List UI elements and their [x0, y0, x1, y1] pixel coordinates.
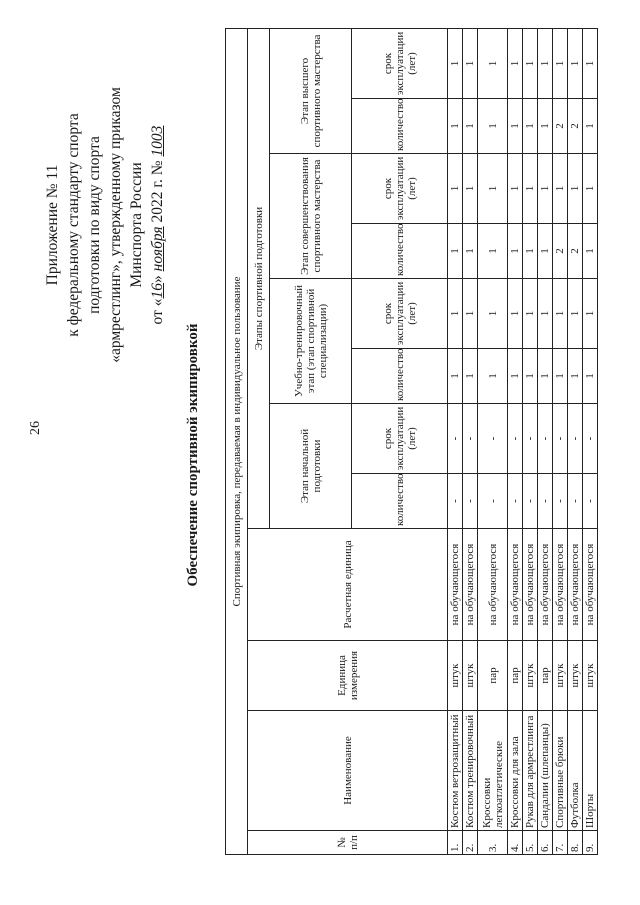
row-value: 2 — [553, 224, 568, 279]
row-value: 1 — [463, 154, 478, 224]
row-value: - — [448, 474, 463, 529]
date-prefix: от « — [149, 298, 166, 325]
row-value: 1 — [478, 154, 508, 224]
row-value: 1 — [463, 28, 478, 98]
table-row — [463, 28, 478, 854]
stage-header-2: Учебно-тренировочный этап (этап спортивной специализации) — [270, 279, 352, 404]
row-value: 1 — [448, 279, 463, 349]
row-value: 1 — [463, 224, 478, 279]
row-value: 1 — [508, 224, 523, 279]
row-value: 1 — [583, 154, 598, 224]
row-value: - — [538, 474, 553, 529]
appendix-date-line — [147, 25, 168, 425]
order-number: 1003 — [149, 125, 166, 157]
row-value: 1 — [553, 349, 568, 404]
row-value: 1 — [568, 28, 583, 98]
row-value: 1 — [478, 99, 508, 154]
row-name: Футболка — [568, 711, 583, 831]
row-value: 1 — [583, 28, 598, 98]
row-value: 1 — [538, 28, 553, 98]
table-row — [478, 28, 508, 854]
row-value: 1 — [478, 28, 508, 98]
row-unit: штук — [553, 641, 568, 711]
row-unit: штук — [568, 641, 583, 711]
row-value: 1 — [538, 349, 553, 404]
row-value: 1 — [508, 154, 523, 224]
row-value: - — [538, 404, 553, 474]
page-number: 26 — [28, 421, 43, 435]
row-name: Шорты — [583, 711, 598, 831]
row-value: - — [478, 474, 508, 529]
col-calc-header: Расчетная единица — [248, 529, 448, 641]
stage-header-3: Этап совершенствования спортивного мастерства — [270, 154, 352, 279]
row-value: 2 — [553, 99, 568, 154]
row-unit: пар — [508, 641, 523, 711]
row-value: 2 — [568, 99, 583, 154]
appendix-line-3: подготовки по виду спорта — [86, 136, 103, 314]
row-value: 1 — [583, 99, 598, 154]
row-value: 1 — [583, 224, 598, 279]
row-value: 1 — [523, 154, 538, 224]
row-no: 4. — [508, 831, 523, 855]
row-calc: на обучающегося — [538, 529, 553, 641]
row-value: - — [523, 404, 538, 474]
row-value: 1 — [523, 279, 538, 349]
table-row — [568, 28, 583, 854]
row-value: - — [508, 404, 523, 474]
row-value: - — [523, 474, 538, 529]
row-value: - — [478, 404, 508, 474]
row-name: Рукав для армрестлинга — [523, 711, 538, 831]
sub-qty-4: количество — [352, 99, 448, 154]
row-value: 1 — [463, 99, 478, 154]
row-calc: на обучающегося — [523, 529, 538, 641]
row-calc: на обучающегося — [463, 529, 478, 641]
row-value: - — [583, 404, 598, 474]
col-no-header: № п/п — [248, 831, 448, 855]
row-value: 1 — [478, 224, 508, 279]
row-calc: на обучающегося — [508, 529, 523, 641]
row-value: - — [553, 474, 568, 529]
row-value: 1 — [508, 349, 523, 404]
col-name-header: Наименование — [248, 711, 448, 831]
sub-qty-3: количество — [352, 224, 448, 279]
row-value: 1 — [448, 99, 463, 154]
table-caption: Спортивная экипировка, передаваемая в индивидуальное пользование — [226, 28, 248, 854]
row-name: Кроссовки для зала — [508, 711, 523, 831]
row-no: 2. — [463, 831, 478, 855]
row-value: - — [568, 404, 583, 474]
row-value: 1 — [448, 28, 463, 98]
sub-term-4: срок эксплуатации (лет) — [352, 28, 448, 98]
row-unit: штук — [523, 641, 538, 711]
row-unit: пар — [478, 641, 508, 711]
appendix-block — [42, 25, 168, 425]
row-value: 1 — [583, 349, 598, 404]
row-value: 1 — [568, 349, 583, 404]
row-value: 1 — [538, 154, 553, 224]
sub-term-1: срок эксплуатации (лет) — [352, 404, 448, 474]
date-mid: » — [149, 271, 166, 283]
row-value: 1 — [448, 349, 463, 404]
row-name: Кроссовки легкоатлетические — [478, 711, 508, 831]
row-unit: штук — [463, 641, 478, 711]
row-value: 1 — [448, 154, 463, 224]
row-value: 1 — [538, 99, 553, 154]
row-no: 9. — [583, 831, 598, 855]
row-value: 1 — [478, 279, 508, 349]
row-value: - — [448, 404, 463, 474]
sub-qty-2: количество — [352, 349, 448, 404]
row-name: Костюм тренировочный — [463, 711, 478, 831]
row-no: 3. — [478, 831, 508, 855]
row-value: 1 — [463, 279, 478, 349]
row-value: 1 — [538, 224, 553, 279]
sub-term-2: срок эксплуатации (лет) — [352, 279, 448, 349]
row-value: 1 — [523, 224, 538, 279]
table-row — [553, 28, 568, 854]
stages-header: Этапы спортивной подготовки — [248, 28, 270, 528]
row-value: 1 — [478, 349, 508, 404]
date-month: ноября — [149, 226, 166, 272]
row-value: 1 — [553, 154, 568, 224]
row-value: - — [568, 474, 583, 529]
table-row — [538, 28, 553, 854]
row-calc: на обучающегося — [583, 529, 598, 641]
row-name: Костюм ветрозащитный — [448, 711, 463, 831]
table-row — [583, 28, 598, 854]
row-calc: на обучающегося — [568, 529, 583, 641]
table-row — [508, 28, 523, 854]
sub-term-3: срок эксплуатации (лет) — [352, 154, 448, 224]
row-value: 1 — [523, 99, 538, 154]
row-value: - — [583, 474, 598, 529]
appendix-line-5: Минспорта России — [128, 162, 145, 288]
row-value: 1 — [523, 349, 538, 404]
row-name: Сандалии (шлепанцы) — [538, 711, 553, 831]
row-value: - — [463, 404, 478, 474]
appendix-line-4: «армрестлинг», утвержденному приказом — [107, 87, 124, 363]
row-value: 1 — [583, 279, 598, 349]
row-unit: пар — [538, 641, 553, 711]
row-value: 2 — [568, 224, 583, 279]
row-value: 1 — [538, 279, 553, 349]
table-row — [523, 28, 538, 854]
row-no: 7. — [553, 831, 568, 855]
stage-header-4: Этап высшего спортивного мастерства — [270, 28, 352, 153]
row-value: 1 — [508, 99, 523, 154]
appendix-line-2: к федеральному стандарту спорта — [65, 113, 82, 337]
row-calc: на обучающегося — [553, 529, 568, 641]
date-day: 16 — [149, 282, 166, 299]
row-value: 1 — [508, 279, 523, 349]
row-unit: штук — [448, 641, 463, 711]
equipment-table — [225, 28, 598, 855]
row-value: - — [508, 474, 523, 529]
row-value: 1 — [448, 224, 463, 279]
row-value: 1 — [463, 349, 478, 404]
row-value: 1 — [553, 28, 568, 98]
table-row — [448, 28, 463, 854]
row-no: 5. — [523, 831, 538, 855]
section-heading: Обеспечение спортивной экипировкой — [185, 323, 201, 587]
stage-header-1: Этап начальной подготовки — [270, 404, 352, 529]
row-no: 1. — [448, 831, 463, 855]
row-no: 8. — [568, 831, 583, 855]
row-calc: на обучающегося — [448, 529, 463, 641]
date-year: 2022 г. № — [149, 156, 166, 227]
row-value: - — [463, 474, 478, 529]
row-value: 1 — [568, 154, 583, 224]
col-unit-header: Единица измерения — [248, 641, 448, 711]
row-value: 1 — [508, 28, 523, 98]
row-no: 6. — [538, 831, 553, 855]
row-value: 1 — [553, 279, 568, 349]
appendix-line-1: Приложение № 11 — [44, 164, 61, 286]
row-value: - — [553, 404, 568, 474]
sub-qty-1: количество — [352, 474, 448, 529]
row-value: 1 — [568, 279, 583, 349]
row-name: Спортивные брюки — [553, 711, 568, 831]
row-value: 1 — [523, 28, 538, 98]
row-calc: на обучающегося — [478, 529, 508, 641]
row-unit: штук — [583, 641, 598, 711]
